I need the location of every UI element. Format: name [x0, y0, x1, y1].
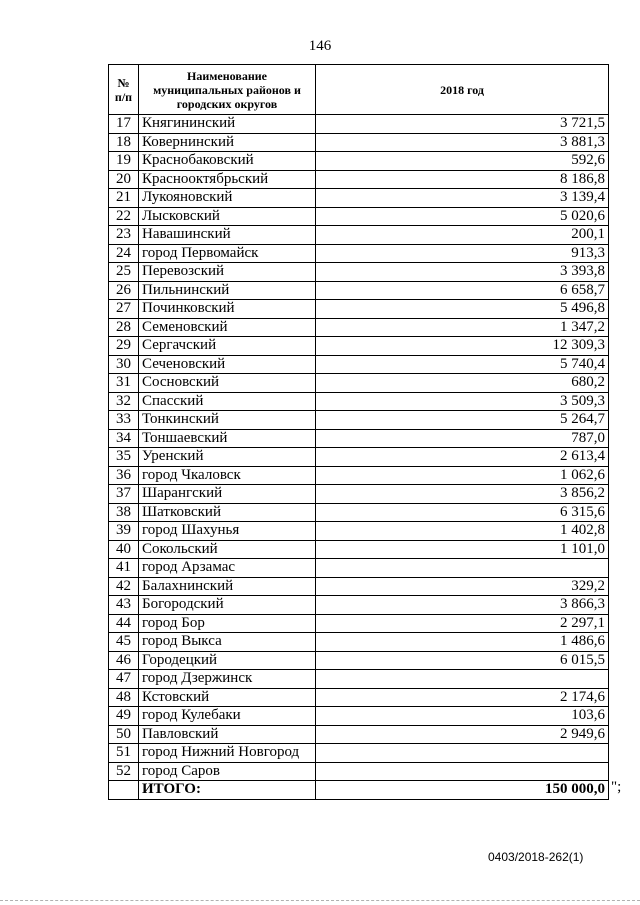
row-name-cell: Навашинский: [139, 226, 316, 245]
table-row: [109, 133, 609, 152]
row-name-cell: город Арзамас: [139, 559, 316, 578]
row-value-cell: 1 402,8: [316, 522, 609, 541]
row-name-cell: город Саров: [139, 762, 316, 781]
table-row: [109, 337, 609, 356]
row-name-cell: Шатковский: [139, 503, 316, 522]
table-row: [109, 707, 609, 726]
row-value-cell: 1 486,6: [316, 633, 609, 652]
row-number-cell: 25: [109, 263, 139, 282]
row-number-cell: 48: [109, 688, 139, 707]
table-row: [109, 448, 609, 467]
row-number-cell: 47: [109, 670, 139, 689]
row-number-cell: 41: [109, 559, 139, 578]
table-row: [109, 762, 609, 781]
table-row: [109, 170, 609, 189]
row-value-cell: 1 101,0: [316, 540, 609, 559]
table-row: [109, 152, 609, 171]
row-value-cell: 8 186,8: [316, 170, 609, 189]
row-value-cell: 3 721,5: [316, 115, 609, 134]
row-number-cell: 18: [109, 133, 139, 152]
row-name-cell: город Кулебаки: [139, 707, 316, 726]
table-row: [109, 466, 609, 485]
row-number-cell: 27: [109, 300, 139, 319]
table-row: [109, 744, 609, 763]
row-number-cell: 22: [109, 207, 139, 226]
row-name-cell: Перевозский: [139, 263, 316, 282]
page-bottom-divider: [0, 900, 640, 901]
row-value-cell: 2 949,6: [316, 725, 609, 744]
table-row: [109, 207, 609, 226]
total-label-cell: ИТОГО:: [139, 781, 316, 800]
document-code: 0403/2018-262(1): [488, 850, 584, 864]
row-number-cell: 40: [109, 540, 139, 559]
row-value-cell: 329,2: [316, 577, 609, 596]
row-number-cell: 43: [109, 596, 139, 615]
table-row: [109, 688, 609, 707]
row-number-cell: 35: [109, 448, 139, 467]
row-value-cell: 6 015,5: [316, 651, 609, 670]
row-number-cell: 19: [109, 152, 139, 171]
table-row: [109, 392, 609, 411]
row-value-cell: 5 740,4: [316, 355, 609, 374]
row-value-cell: 1 347,2: [316, 318, 609, 337]
row-name-cell: Тонкинский: [139, 411, 316, 430]
row-value-cell: 2 613,4: [316, 448, 609, 467]
row-number-cell: 37: [109, 485, 139, 504]
row-value-cell: 103,6: [316, 707, 609, 726]
row-value-cell: 5 020,6: [316, 207, 609, 226]
row-number-cell: 26: [109, 281, 139, 300]
row-number-cell: 30: [109, 355, 139, 374]
row-value-cell: 12 309,3: [316, 337, 609, 356]
row-name-cell: город Бор: [139, 614, 316, 633]
row-name-cell: Княгининский: [139, 115, 316, 134]
table-body: [109, 115, 609, 800]
row-number-cell: 39: [109, 522, 139, 541]
table-row: [109, 355, 609, 374]
table-row: [109, 559, 609, 578]
row-number-cell: 49: [109, 707, 139, 726]
table-row: [109, 614, 609, 633]
row-value-cell: 6 658,7: [316, 281, 609, 300]
header-year: 2018 год: [316, 65, 609, 115]
table-row: [109, 189, 609, 208]
row-value-cell: 787,0: [316, 429, 609, 448]
page-number: 146: [308, 38, 332, 54]
row-name-cell: Балахнинский: [139, 577, 316, 596]
table-row: [109, 263, 609, 282]
table-row: [109, 281, 609, 300]
row-value-cell: [316, 559, 609, 578]
row-name-cell: Богородский: [139, 596, 316, 615]
row-number-cell: 17: [109, 115, 139, 134]
row-value-cell: 5 264,7: [316, 411, 609, 430]
row-name-cell: Спасский: [139, 392, 316, 411]
table-row: [109, 318, 609, 337]
row-number-cell: 51: [109, 744, 139, 763]
row-value-cell: 913,3: [316, 244, 609, 263]
table-row: [109, 670, 609, 689]
row-name-cell: город Дзержинск: [139, 670, 316, 689]
table-row: [109, 503, 609, 522]
row-number-cell: 45: [109, 633, 139, 652]
row-value-cell: 6 315,6: [316, 503, 609, 522]
row-value-cell: 2 174,6: [316, 688, 609, 707]
row-name-cell: город Нижний Новгород: [139, 744, 316, 763]
row-name-cell: Починковский: [139, 300, 316, 319]
row-number-cell: 29: [109, 337, 139, 356]
row-name-cell: Ковернинский: [139, 133, 316, 152]
row-number-cell: 50: [109, 725, 139, 744]
total-number-cell: [109, 781, 139, 800]
table-row: [109, 374, 609, 393]
row-value-cell: 3 881,3: [316, 133, 609, 152]
header-name: Наименование муниципальных районов и городских округов: [139, 65, 316, 115]
row-name-cell: Пильнинский: [139, 281, 316, 300]
row-number-cell: 38: [109, 503, 139, 522]
table-row: [109, 633, 609, 652]
row-name-cell: Сеченовский: [139, 355, 316, 374]
row-name-cell: город Шахунья: [139, 522, 316, 541]
row-name-cell: Семеновский: [139, 318, 316, 337]
table-row: [109, 411, 609, 430]
row-name-cell: Лукояновский: [139, 189, 316, 208]
table-row: [109, 651, 609, 670]
row-value-cell: 3 509,3: [316, 392, 609, 411]
table-row: [109, 115, 609, 134]
row-name-cell: Тоншаевский: [139, 429, 316, 448]
row-value-cell: 3 393,8: [316, 263, 609, 282]
header-number: № п/п: [109, 65, 139, 115]
row-value-cell: 1 062,6: [316, 466, 609, 485]
row-name-cell: Сокольский: [139, 540, 316, 559]
row-name-cell: город Первомайск: [139, 244, 316, 263]
table-row: [109, 596, 609, 615]
row-value-cell: 3 856,2: [316, 485, 609, 504]
row-value-cell: [316, 744, 609, 763]
row-name-cell: Уренский: [139, 448, 316, 467]
row-value-cell: 2 297,1: [316, 614, 609, 633]
row-value-cell: 5 496,8: [316, 300, 609, 319]
row-number-cell: 52: [109, 762, 139, 781]
row-value-cell: 3 139,4: [316, 189, 609, 208]
row-value-cell: 592,6: [316, 152, 609, 171]
table-row: [109, 540, 609, 559]
row-number-cell: 24: [109, 244, 139, 263]
row-number-cell: 42: [109, 577, 139, 596]
row-number-cell: 36: [109, 466, 139, 485]
table-row: [109, 725, 609, 744]
row-name-cell: город Выкса: [139, 633, 316, 652]
row-number-cell: 23: [109, 226, 139, 245]
row-number-cell: 32: [109, 392, 139, 411]
row-number-cell: 20: [109, 170, 139, 189]
table-row: [109, 485, 609, 504]
row-value-cell: [316, 762, 609, 781]
table-row: [109, 522, 609, 541]
row-number-cell: 46: [109, 651, 139, 670]
row-number-cell: 44: [109, 614, 139, 633]
row-name-cell: Сосновский: [139, 374, 316, 393]
closing-quote-mark: ";: [611, 779, 622, 795]
row-value-cell: 680,2: [316, 374, 609, 393]
row-number-cell: 28: [109, 318, 139, 337]
row-number-cell: 33: [109, 411, 139, 430]
row-number-cell: 21: [109, 189, 139, 208]
row-value-cell: 3 866,3: [316, 596, 609, 615]
row-name-cell: Краснобаковский: [139, 152, 316, 171]
table-header-row: [109, 65, 609, 115]
table-row: [109, 429, 609, 448]
total-row: [109, 781, 609, 800]
row-name-cell: Лысковский: [139, 207, 316, 226]
table-row: [109, 300, 609, 319]
row-name-cell: город Чкаловск: [139, 466, 316, 485]
table-row: [109, 577, 609, 596]
row-name-cell: Городецкий: [139, 651, 316, 670]
table-row: [109, 244, 609, 263]
row-value-cell: 200,1: [316, 226, 609, 245]
total-value-cell: 150 000,0: [316, 781, 609, 800]
row-number-cell: 34: [109, 429, 139, 448]
row-number-cell: 31: [109, 374, 139, 393]
table-row: [109, 226, 609, 245]
row-name-cell: Сергачский: [139, 337, 316, 356]
row-name-cell: Краснооктябрьский: [139, 170, 316, 189]
allocation-table: [108, 64, 609, 800]
row-name-cell: Павловский: [139, 725, 316, 744]
row-name-cell: Шарангский: [139, 485, 316, 504]
row-name-cell: Кстовский: [139, 688, 316, 707]
row-value-cell: [316, 670, 609, 689]
